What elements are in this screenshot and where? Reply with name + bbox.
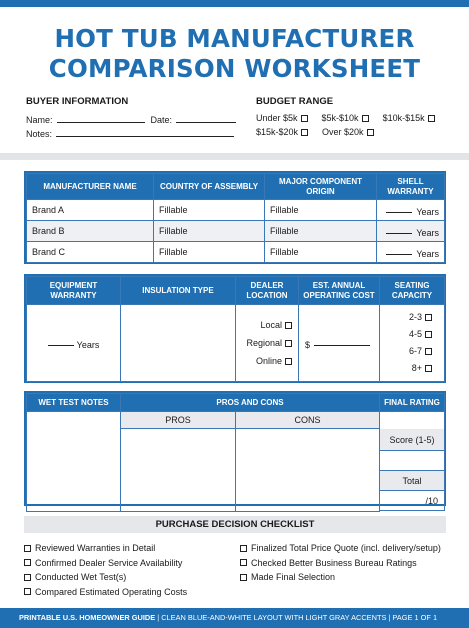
page-title	[0, 24, 469, 84]
seating-option[interactable]	[380, 360, 432, 377]
header-dealer-location: DEALER LOCATION	[236, 277, 299, 305]
budget-option[interactable]	[383, 113, 435, 123]
seating-option-label: 6-7	[408, 346, 422, 356]
checkbox-icon[interactable]	[425, 348, 432, 355]
shell-warranty-cell[interactable]	[377, 242, 445, 263]
warranty-blank[interactable]	[48, 336, 74, 346]
table-row	[27, 221, 445, 242]
country-cell[interactable]: Fillable	[154, 200, 265, 221]
checkbox-icon[interactable]	[240, 559, 247, 566]
dealer-option[interactable]	[236, 352, 292, 370]
name-field[interactable]	[57, 113, 145, 123]
header-wet-test-notes: WET TEST NOTES	[27, 394, 121, 412]
checkbox-icon[interactable]	[367, 129, 374, 136]
checkbox-icon[interactable]	[285, 358, 292, 365]
checkbox-icon[interactable]	[425, 331, 432, 338]
header-country-of-assembly: COUNTRY OF ASSEMBLY	[154, 174, 265, 200]
checkbox-icon[interactable]	[428, 115, 435, 122]
budget-option[interactable]	[322, 113, 369, 123]
checklist-item-label: Compared Estimated Operating Costs	[35, 586, 188, 597]
checklist-heading: PURCHASE DECISION CHECKLIST	[24, 516, 446, 533]
score-label: Score (1-5)	[380, 429, 445, 451]
years-label: Years	[416, 207, 439, 217]
checkbox-icon[interactable]	[425, 314, 432, 321]
budget-range-section	[256, 96, 435, 139]
footer-brand: PRINTABLE U.S. HOMEOWNER GUIDE	[19, 613, 156, 622]
header-equipment-warranty: EQUIPMENT WARRANTY	[27, 277, 121, 305]
checklist-item-label: Checked Better Business Bureau Ratings	[251, 557, 417, 568]
brand-name-cell[interactable]: Brand A	[27, 200, 154, 221]
checkbox-icon[interactable]	[240, 545, 247, 552]
equipment-warranty-cell[interactable]	[27, 305, 121, 382]
seating-option-label: 8+	[411, 363, 422, 373]
checkbox-icon[interactable]	[301, 129, 308, 136]
brand-name-cell[interactable]: Brand C	[27, 242, 154, 263]
checkbox-icon[interactable]	[285, 322, 292, 329]
checklist-item[interactable]	[240, 556, 441, 571]
shell-warranty-cell[interactable]	[377, 200, 445, 221]
checkbox-icon[interactable]	[285, 340, 292, 347]
origin-cell[interactable]: Fillable	[265, 242, 377, 263]
brand-name-cell[interactable]: Brand B	[27, 221, 154, 242]
header-final-rating: FINAL RATING	[380, 394, 445, 412]
checkbox-icon[interactable]	[24, 588, 31, 595]
budget-option[interactable]	[256, 113, 308, 123]
checklist-item[interactable]	[24, 541, 187, 556]
checklist-right-column	[240, 541, 441, 585]
header-shell-warranty: SHELL WARRANTY	[377, 174, 445, 200]
pros-cell[interactable]	[121, 429, 236, 512]
checklist-item-label: Made Final Selection	[251, 572, 336, 583]
origin-cell[interactable]: Fillable	[265, 221, 377, 242]
buyer-heading: BUYER INFORMATION	[26, 96, 129, 107]
footer-bar	[0, 608, 469, 628]
manufacturer-table	[26, 173, 445, 263]
pros-label: PROS	[121, 412, 236, 429]
dealer-option[interactable]	[236, 334, 292, 352]
years-label: Years	[76, 340, 100, 350]
years-label: Years	[416, 228, 439, 238]
seating-option[interactable]	[380, 343, 432, 360]
notes-label: Notes:	[26, 129, 53, 139]
checklist-item[interactable]	[24, 556, 187, 571]
budget-option-label: Over $20k	[322, 127, 364, 137]
checkbox-icon[interactable]	[301, 115, 308, 122]
budget-option-label: $15k-$20k	[256, 127, 299, 137]
cost-blank[interactable]	[314, 336, 370, 346]
dealer-option-label: Local	[260, 320, 282, 330]
checkbox-icon[interactable]	[240, 574, 247, 581]
operating-cost-cell[interactable]	[299, 305, 380, 382]
dollar-sign: $	[305, 340, 311, 350]
dealer-option-label: Regional	[246, 338, 282, 348]
top-accent-bar	[0, 0, 469, 7]
checklist-item[interactable]	[24, 585, 187, 600]
seating-option-label: 2-3	[408, 312, 422, 322]
checklist-item[interactable]	[240, 541, 441, 556]
checklist-item[interactable]	[24, 570, 187, 585]
table-row	[27, 200, 445, 221]
header-operating-cost: EST. ANNUAL OPERATING COST	[299, 277, 380, 305]
warranty-blank[interactable]	[386, 245, 412, 255]
origin-cell[interactable]: Fillable	[265, 200, 377, 221]
checklist-left-column	[24, 541, 187, 599]
table-row	[27, 242, 445, 263]
checklist-item[interactable]	[240, 570, 441, 585]
date-field[interactable]	[176, 113, 236, 123]
dealer-option-label: Online	[255, 356, 282, 366]
country-cell[interactable]: Fillable	[154, 221, 265, 242]
rating-spacer	[380, 412, 445, 429]
date-label: Date:	[150, 115, 173, 125]
section-divider	[0, 153, 469, 160]
warranty-blank[interactable]	[386, 224, 412, 234]
checkbox-icon[interactable]	[24, 559, 31, 566]
header-seating-capacity: SEATING CAPACITY	[380, 277, 445, 305]
budget-option[interactable]	[322, 127, 374, 137]
header-manufacturer-name: MANUFACTURER NAME	[27, 174, 154, 200]
total-label: Total	[380, 471, 445, 491]
buyer-information-section	[26, 96, 240, 139]
budget-option-label: $10k-$15k	[382, 113, 425, 123]
cons-cell[interactable]	[236, 429, 380, 512]
dealer-option[interactable]	[236, 316, 292, 334]
rating-filler	[380, 511, 445, 512]
seating-capacity-cell	[380, 305, 445, 382]
checklist-item-label: Reviewed Warranties in Detail	[35, 543, 156, 554]
checklist-item-label: Finalized Total Price Quote (incl. delivery/setup)	[251, 543, 441, 554]
shell-warranty-cell[interactable]	[377, 221, 445, 242]
checkbox-icon[interactable]	[425, 365, 432, 372]
budget-heading: BUDGET RANGE	[256, 96, 334, 107]
title-line-1: HOT TUB MANUFACTURER	[54, 24, 415, 53]
cons-label: CONS	[236, 412, 380, 429]
header-insulation-type: INSULATION TYPE	[121, 277, 236, 305]
table-row	[27, 305, 445, 382]
name-label: Name:	[26, 115, 53, 125]
notes-table	[26, 393, 445, 512]
years-label: Years	[416, 249, 439, 259]
details-table	[26, 276, 445, 382]
budget-option-label: Under $5k	[256, 113, 298, 123]
dealer-location-cell	[236, 305, 299, 382]
budget-option-label: $5k-$10k	[321, 113, 359, 123]
checkbox-icon[interactable]	[362, 115, 369, 122]
checkbox-icon[interactable]	[24, 574, 31, 581]
footer-info: | CLEAN BLUE-AND-WHITE LAYOUT WITH LIGHT GRAY ACCENTS | PAGE 1 OF 1	[157, 613, 438, 622]
notes-field[interactable]	[56, 127, 234, 137]
insulation-type-cell[interactable]	[121, 305, 236, 382]
title-line-2: COMPARISON WORKSHEET	[48, 54, 421, 83]
seating-option[interactable]	[380, 326, 432, 343]
checklist-item-label: Confirmed Dealer Service Availability	[35, 557, 183, 568]
seating-option[interactable]	[380, 309, 432, 326]
budget-option[interactable]	[256, 127, 308, 137]
seating-option-label: 4-5	[408, 329, 422, 339]
country-cell[interactable]: Fillable	[154, 242, 265, 263]
total-value[interactable]: /10	[380, 491, 445, 511]
score-field[interactable]	[380, 451, 445, 471]
header-pros-and-cons: PROS AND CONS	[121, 394, 380, 412]
checkbox-icon[interactable]	[24, 545, 31, 552]
warranty-blank[interactable]	[386, 203, 412, 213]
checklist-item-label: Conducted Wet Test(s)	[35, 572, 127, 583]
wet-test-notes-cell[interactable]	[27, 412, 121, 512]
header-major-component-origin: MAJOR COMPONENT ORIGIN	[265, 174, 377, 200]
